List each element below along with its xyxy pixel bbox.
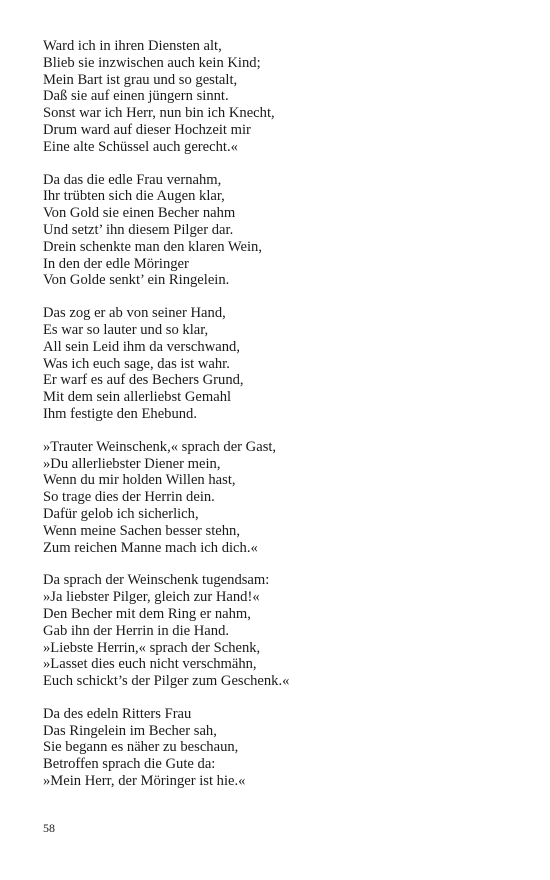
- poem-line: So trage dies der Herrin dein.: [43, 489, 215, 506]
- poem-line: »Trauter Weinschenk,« sprach der Gast,: [43, 438, 277, 455]
- poem-line: »Mein Herr, der Möringer ist hie.«: [43, 773, 246, 790]
- poem-line: Dafür gelob ich sicherlich,: [43, 505, 199, 522]
- poem-line: Da des edeln Ritters Frau: [43, 705, 192, 722]
- poem-page: [43, 38, 523, 806]
- poem-line: Von Gold sie einen Becher nahm: [43, 205, 236, 222]
- page-number: 58: [43, 821, 55, 835]
- poem-line: Ihr trübten sich die Augen klar,: [43, 188, 225, 205]
- stanza-5: [43, 572, 523, 690]
- poem-line: Es war so lauter und so klar,: [43, 321, 209, 338]
- poem-line: Gab ihn der Herrin in die Hand.: [43, 622, 230, 639]
- poem-line: Wenn meine Sachen besser stehn,: [43, 522, 240, 539]
- stanza-6: [43, 706, 523, 790]
- poem-line: Betroffen sprach die Gute da:: [43, 756, 216, 773]
- poem-line: Drum ward auf dieser Hochzeit mir: [43, 121, 251, 138]
- stanza-4: [43, 439, 523, 557]
- poem-line: Zum reichen Manne mach ich dich.«: [43, 539, 258, 556]
- poem-line: In den der edle Möringer: [43, 255, 189, 272]
- poem-line: Daß sie auf einen jüngern sinnt.: [43, 88, 229, 105]
- poem-line: Sonst war ich Herr, nun bin ich Knecht,: [43, 105, 275, 122]
- poem-line: Den Becher mit dem Ring er nahm,: [43, 605, 251, 622]
- poem-line: Eine alte Schüssel auch gerecht.«: [43, 138, 238, 155]
- poem-line: »Ja liebster Pilger, gleich zur Hand!«: [43, 589, 260, 606]
- poem-line: Und setzt’ ihn diesem Pilger dar.: [43, 221, 234, 238]
- poem-line: »Liebste Herrin,« sprach der Schenk,: [43, 639, 261, 656]
- poem-line: Was ich euch sage, das ist wahr.: [43, 355, 230, 372]
- stanza-2: [43, 172, 523, 290]
- poem-line: »Lasset dies euch nicht verschmähn,: [43, 656, 257, 673]
- poem-line: Sie begann es näher zu beschaun,: [43, 739, 239, 756]
- poem-line: Von Golde senkt’ ein Ringelein.: [43, 272, 230, 289]
- poem-line: Er warf es auf des Bechers Grund,: [43, 372, 244, 389]
- poem-line: Ward ich in ihren Diensten alt,: [43, 38, 222, 54]
- poem-line: Das Ringelein im Becher sah,: [43, 722, 217, 739]
- poem-line: Mit dem sein allerliebst Gemahl: [43, 389, 232, 406]
- poem-line: Euch schickt’s der Pilger zum Geschenk.«: [43, 673, 290, 690]
- stanza-3: [43, 305, 523, 423]
- poem-line: All sein Leid ihm da verschwand,: [43, 338, 240, 355]
- stanza-1: [43, 38, 523, 156]
- poem-line: Wenn du mir holden Willen hast,: [43, 472, 236, 489]
- poem-line: Blieb sie inzwischen auch kein Kind;: [43, 54, 261, 71]
- poem-line: Ihm festigte den Ehebund.: [43, 405, 198, 422]
- poem-line: Mein Bart ist grau und so gestalt,: [43, 71, 238, 88]
- poem-line: »Du allerliebster Diener mein,: [43, 455, 221, 472]
- poem-line: Da das die edle Frau vernahm,: [43, 171, 222, 188]
- poem-line: Da sprach der Weinschenk tugendsam:: [43, 572, 270, 589]
- poem-line: Das zog er ab von seiner Hand,: [43, 305, 226, 322]
- poem-line: Drein schenkte man den klaren Wein,: [43, 238, 263, 255]
